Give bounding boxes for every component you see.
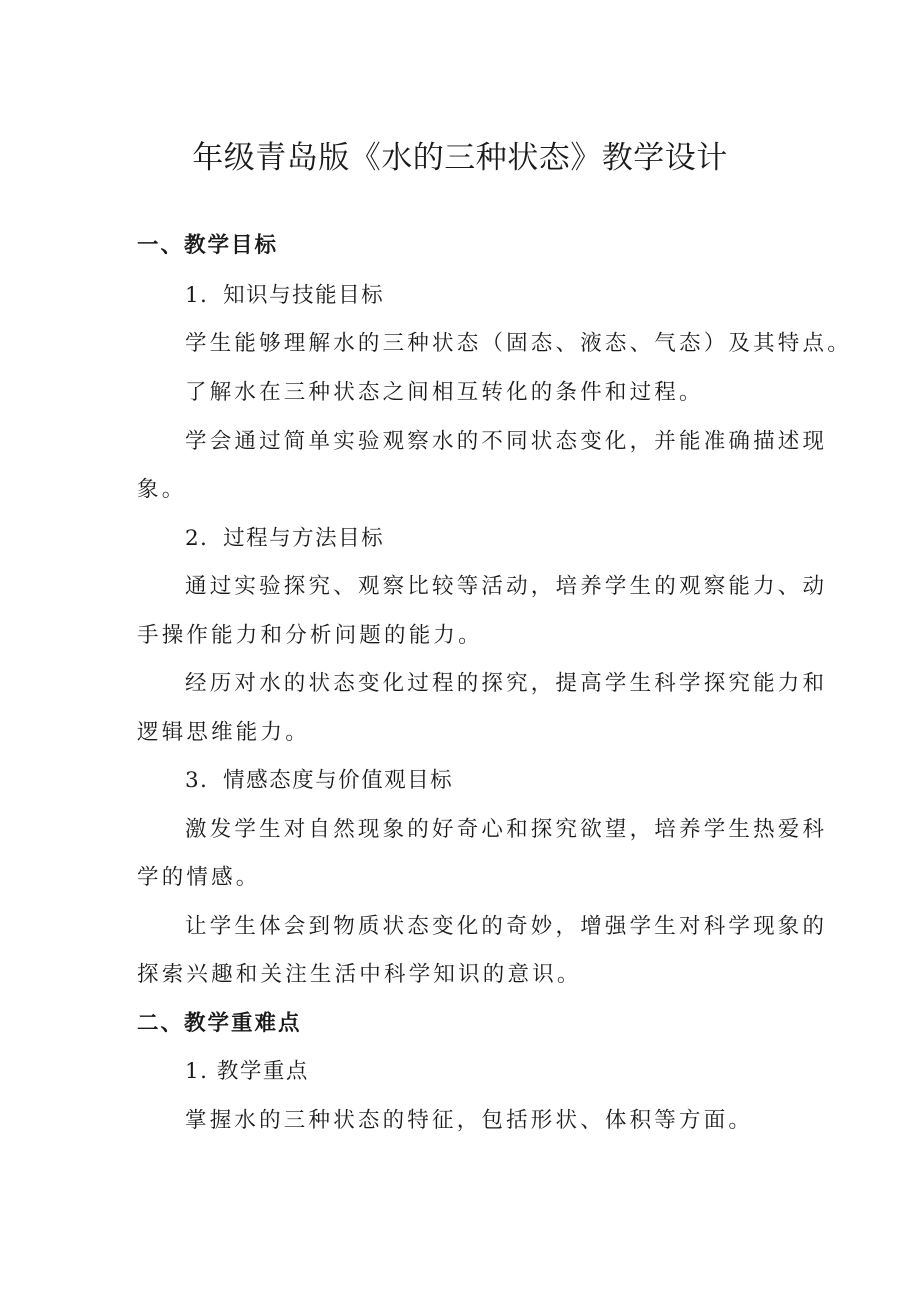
paragraph-line: 通过实验探究、观察比较等活动，培养学生的观察能力、动: [185, 574, 828, 599]
paragraph-line: 让学生体会到物质状态变化的奇妙，增强学生对科学现象的: [185, 914, 828, 939]
paragraph-line: 经历对水的状态变化过程的探究，提高学生科学探究能力和: [185, 671, 828, 696]
subheading-knowledge-skills: 1．知识与技能目标: [185, 283, 385, 308]
paragraph-line: 掌握水的三种状态的特征，包括形状、体积等方面。: [185, 1108, 754, 1133]
subheading-emotion-values: 3．情感态度与价值观目标: [185, 768, 454, 793]
section-heading-teaching-objectives: 一、教学目标: [137, 233, 279, 258]
paragraph-line: 象。: [137, 477, 187, 502]
subheading-process-methods: 2．过程与方法目标: [185, 526, 385, 551]
paragraph-line: 探索兴趣和关注生活中科学知识的意识。: [137, 962, 582, 987]
paragraph-line: 激发学生对自然现象的好奇心和探究欲望，培养学生热爱科: [185, 817, 828, 842]
document-title: 年级青岛版《水的三种状态》教学设计: [192, 140, 728, 176]
paragraph-line: 手操作能力和分析问题的能力。: [137, 623, 483, 648]
subheading-teaching-focus: 1. 教学重点: [185, 1059, 309, 1084]
paragraph-line: 了解水在三种状态之间相互转化的条件和过程。: [185, 380, 704, 405]
section-heading-key-difficult-points: 二、教学重难点: [137, 1011, 302, 1036]
paragraph-line: 学生能够理解水的三种状态（固态、液态、气态）及其特点。: [185, 331, 852, 356]
paragraph-line: 逻辑思维能力。: [137, 720, 310, 745]
paragraph-line: 学的情感。: [137, 865, 261, 890]
paragraph-line: 学会通过简单实验观察水的不同状态变化，并能准确描述现: [185, 429, 828, 454]
